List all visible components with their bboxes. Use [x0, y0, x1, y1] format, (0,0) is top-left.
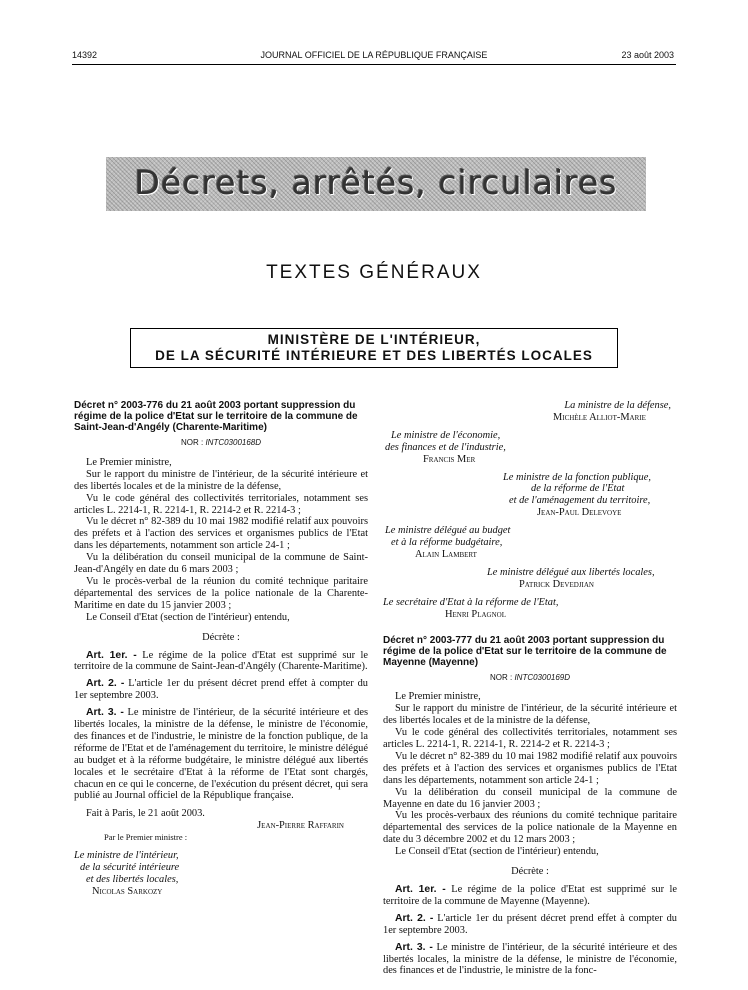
decree-2-para: Vu le code général des collectivités territoriales, notamment ses articles L. 2214-1, R. 2214-1, R. 2214-2 et R. 2214-3 ; — [383, 727, 677, 751]
page-number: 14392 — [72, 50, 98, 60]
left-column — [74, 400, 368, 898]
article-label: Art. 1er. - — [395, 884, 446, 895]
journal-title: JOURNAL OFFICIEL DE LA RÉPUBLIQUE FRANÇAISE — [260, 50, 488, 60]
decree-2-article-2 — [383, 913, 677, 937]
decree-2-para: Le Premier ministre, — [395, 691, 481, 703]
fp-role-2: de la réforme de l'Etat — [531, 483, 625, 495]
decree-1-title: Décret n° 2003-776 du 21 août 2003 portant suppression du régime de la police d'Etat sur le territoire de la commune de Saint-Jean-d'Angély (Charente-Maritime) — [74, 400, 358, 433]
interior-signature: Nicolas Sarkozy — [92, 885, 163, 897]
libertes-signature: Patrick Devedjian — [519, 578, 594, 590]
interior-role-2: de la sécurité intérieure — [80, 862, 180, 873]
decree-1-para: Sur le rapport du ministre de l'intérieur, de la sécurité intérieure et des libertés locales et de la ministre de la défense, — [74, 468, 368, 492]
reforme-signature: Henri Plagnol — [445, 608, 506, 620]
budget-signature: Alain Lambert — [415, 548, 477, 560]
decree-1-nor — [74, 437, 368, 449]
nor-code: INTC0300169D — [514, 672, 571, 682]
article-label: Art. 3. - — [86, 707, 124, 719]
decree-2-title: Décret n° 2003-777 du 21 août 2003 portant suppression du régime de la police d'Etat sur le territoire de la commune de Mayenne (Mayenne) — [383, 634, 667, 668]
interior-role-1: Le ministre de l'intérieur, — [74, 850, 179, 862]
decree-1-para: Le Conseil d'Etat (section de l'intérieur) entendu, — [86, 611, 290, 623]
decree-2-decrete: Décrète : — [511, 866, 549, 878]
decree-2-para: Vu le décret n° 82-389 du 10 mai 1982 modifié relatif aux pouvoirs des préfets et à l'action des services et organismes publics de l'Etat dans les départements, notamment son article 24-1 ; — [383, 750, 677, 786]
decree-2-article-3 — [383, 942, 677, 978]
decree-2-para: Vu les procès-verbaux des réunions du comité technique paritaire départemental des services de la police nationale de la Mayenne en date du 3 décembre 2002 et du 12 mars 2003 ; — [383, 810, 677, 846]
defense-role: La ministre de la défense, — [564, 400, 671, 411]
running-header — [0, 50, 748, 64]
economy-signature: Francis Mer — [423, 453, 476, 465]
article-text: L'article 1er du présent décret prend effet à compter du 1er septembre 2003. — [74, 678, 368, 702]
decree-1-article-2 — [74, 678, 368, 702]
right-column — [383, 400, 677, 977]
decree-1-para: Vu la délibération du conseil municipal de la commune de Saint-Jean-d'Angély en date du 6 mars 2003 ; — [74, 552, 368, 576]
nor-label: NOR : — [489, 672, 513, 682]
economy-role-2: des finances et de l'industrie, — [385, 441, 506, 453]
fp-role-3: et de l'aménagement du territoire, — [509, 495, 651, 507]
decree-1-para: Vu le décret n° 82-389 du 10 mai 1982 modifié relatif aux pouvoirs des préfets et à l'action des services et organismes publics de l'Etat dans les départements, notamment son article 24-1 ; — [74, 516, 368, 552]
ministry-box — [130, 328, 618, 368]
decree-1-article-3 — [74, 707, 368, 802]
ministry-line-1: MINISTÈRE DE L'INTÉRIEUR, — [267, 332, 481, 347]
budget-role-2: et à la réforme budgétaire, — [391, 537, 503, 549]
article-text: Le régime de la police d'Etat est supprimé sur le territoire de la commune de Mayenne (Mayenne). — [383, 884, 677, 907]
decree-2-article-1 — [383, 884, 677, 908]
article-text: Le ministre de l'intérieur, de la sécurité intérieure et des libertés locales, la ministre de la défense, le ministre de l'économie, des finances et de l'industrie, le ministre de la fonction publique, de la réforme de l'Etat et de l'aménagement du territoire, le ministre délégué au budget et à la réforme budgétaire, le ministre délégué aux libertés locales et le secrétaire d'Etat à la réforme de l'Etat sont chargés, chacun en ce qui le concerne, de l'exécution du présent décret, qui sera publié au Journal officiel de la République française. — [74, 707, 368, 802]
decree-1-para: Le Premier ministre, — [86, 456, 172, 468]
fp-role-1: Le ministre de la fonction publique, — [503, 471, 651, 483]
decree-1-para: Vu le procès-verbal de la réunion du comité technique paritaire départemental des services de la police nationale de la Charente-Maritime en date du 15 janvier 2003 ; — [74, 575, 368, 611]
issue-date: 23 août 2003 — [621, 50, 674, 60]
section-banner — [106, 157, 646, 211]
defense-signature: Michèle Alliot-Marie — [553, 411, 646, 423]
article-text: L'article 1er du présent décret prend effet à compter du 1er septembre 2003. — [383, 912, 677, 936]
libertes-role: Le ministre délégué aux libertés locales, — [487, 566, 655, 578]
header-rule — [72, 64, 676, 65]
article-text: Le régime de la police d'Etat est supprimé sur le territoire de la commune de Saint-Jean-d'Angély (Charente-Maritime). — [74, 649, 368, 673]
economy-role-1: Le ministre de l'économie, — [391, 429, 501, 441]
article-label: Art. 2. - — [395, 912, 434, 924]
nor-code: INTC0300168D — [205, 438, 262, 447]
interior-role-3: et des libertés locales, — [86, 873, 179, 885]
ministry-line-2: DE LA SÉCURITÉ INTÉRIEURE ET DES LIBERTÉS LOCALES — [155, 348, 593, 363]
decree-2-para: Le Conseil d'Etat (section de l'intérieur) entendu, — [395, 846, 599, 858]
decree-1-article-1 — [74, 650, 368, 674]
nor-label: NOR : — [180, 438, 204, 447]
decree-1-decrete: Décrète : — [202, 631, 240, 643]
article-label: Art. 1er. - — [86, 649, 137, 661]
decree-2-para: Sur le rapport du ministre de l'intérieur, de la sécurité intérieure et des libertés locales et de la ministre de la défense, — [383, 703, 677, 727]
article-label: Art. 3. - — [395, 941, 433, 953]
pm-signature: Jean-Pierre Raffarin — [257, 820, 344, 832]
decree-1-done: Fait à Paris, le 21 août 2003. — [86, 808, 205, 820]
article-label: Art. 2. - — [86, 678, 125, 690]
decree-2-para: Vu la délibération du conseil municipal de la commune de Mayenne en date du 16 janvier 2003 ; — [383, 786, 677, 810]
article-text: Le ministre de l'intérieur, de la sécurité intérieure et des libertés locales, la ministre de la défense, le ministre de l'économie, des finances et de l'industrie, le ministre de la fonc- — [383, 941, 677, 977]
reforme-role: Le secrétaire d'Etat à la réforme de l'Etat, — [383, 596, 559, 608]
par-premier-ministre: Par le Premier ministre : — [104, 832, 188, 843]
budget-role-1: Le ministre délégué au budget — [385, 525, 511, 537]
fp-signature: Jean-Paul Delevoye — [537, 507, 622, 519]
decree-1-para: Vu le code général des collectivités territoriales, notamment ses articles L. 2214-1, R. 2214-1, R. 2214-2 et R. 2214-3 ; — [74, 492, 368, 516]
decree-2-nor — [383, 672, 677, 684]
section-title: TEXTES GÉNÉRAUX — [266, 262, 482, 283]
banner-text: Décrets, arrêtés, circulaires — [134, 163, 618, 202]
